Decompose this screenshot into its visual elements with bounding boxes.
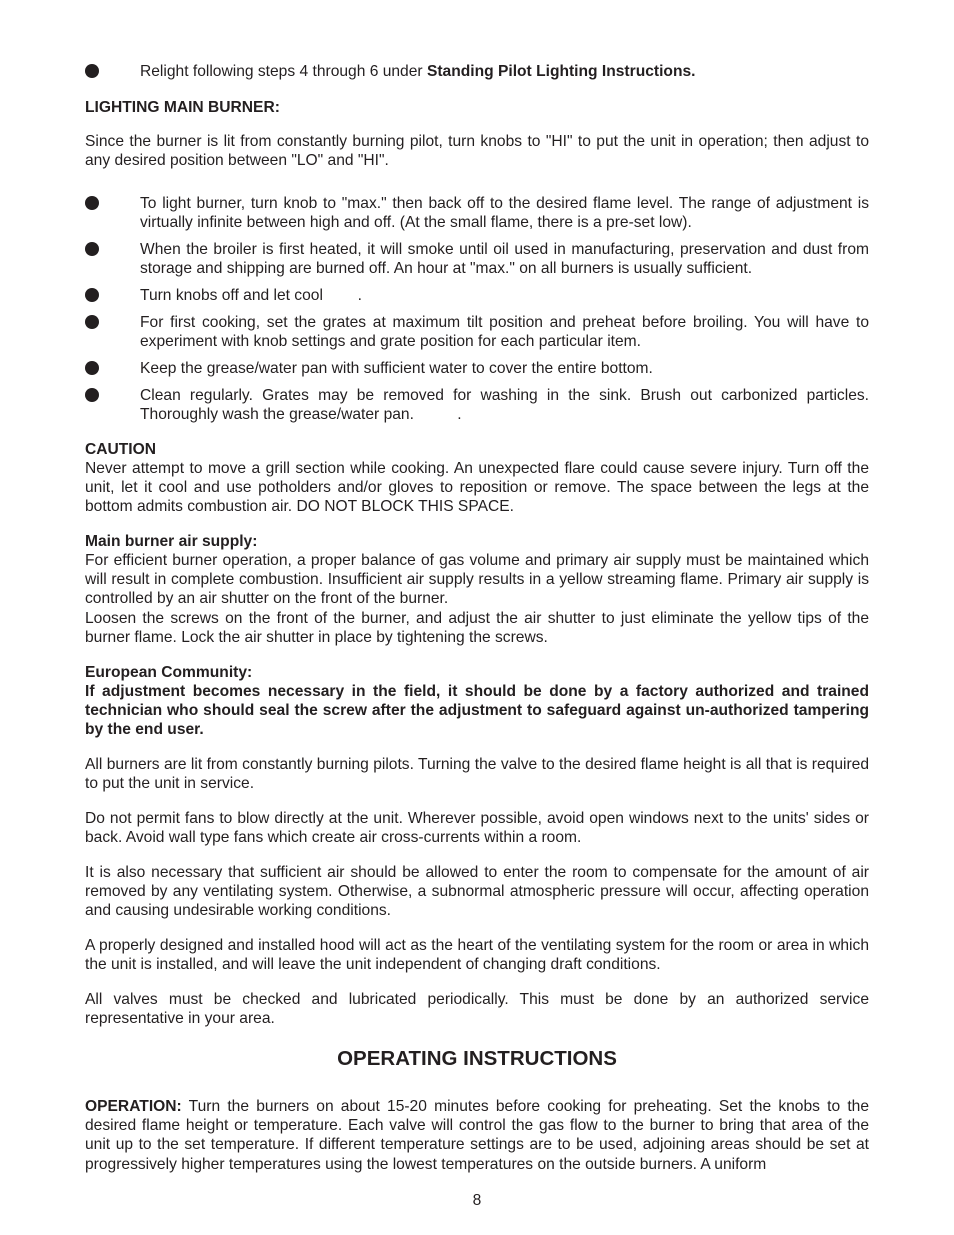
- european-bold-text: If adjustment becomes necessary in the field, it should be done by a factory authorized and trained technician who should seal the screw after the adjustment to safeguard against un-authorized tampering by the end user.: [85, 683, 869, 739]
- operation-text: Turn the burners on about 15-20 minutes before cooking for preheating. Set the knobs to the desired flame height or temperature. Each valve will control the gas flow to the burner to bring that area of the unit up to the set temperature. If different temperature settings are to be used, adjoining areas should be set at progressively higher temperatures using the lowest temperatures on the outside burners. A uniform: [85, 1098, 869, 1173]
- lighting-bullet-item: [85, 359, 869, 378]
- lighting-bullet-text: To light burner, turn knob to "max." then back off to the desired flame level. The range of adjustment is virtually infinite between high and off. (At the small flame, there is a pre-set low).: [140, 195, 869, 232]
- air-supply-text-2: Loosen the screws on the front of the burner, and adjust the air shutter to just eliminate the yellow tips of the burner flame. Lock the air shutter in place by tightening the screws.: [85, 610, 869, 647]
- lighting-main-burner-intro: Since the burner is lit from constantly burning pilot, turn knobs to "HI" to put the unit in operation; then adjust to any desired position between "LO" and "HI".: [85, 133, 869, 170]
- air-supply-heading: Main burner air supply:: [85, 533, 258, 550]
- paragraph: Do not permit fans to blow directly at the unit. Wherever possible, avoid open windows next to the units' sides or back. Avoid wall type fans which create air cross-currents within a room.: [85, 810, 869, 847]
- lighting-bullet-item: [85, 194, 869, 232]
- lighting-bullet-item: [85, 313, 869, 351]
- lighting-main-burner-heading: LIGHTING MAIN BURNER:: [85, 99, 280, 116]
- bullet-dot-icon: [85, 196, 99, 210]
- paragraph: All valves must be checked and lubricated periodically. This must be done by an authorized service representative in your area.: [85, 991, 869, 1028]
- operation-paragraph: [85, 1097, 869, 1174]
- european-heading: European Community:: [85, 664, 253, 681]
- paragraph: All burners are lit from constantly burning pilots. Turning the valve to the desired flame height is all that is required to put the unit in service.: [85, 756, 869, 793]
- lighting-bullet-text: For first cooking, set the grates at maximum tilt position and preheat before broiling. You will have to experiment with knob settings and grate position for each particular item.: [140, 314, 869, 351]
- relight-text: [140, 62, 869, 81]
- lighting-bullet-item: [85, 240, 869, 278]
- bullet-dot-icon: [85, 361, 99, 375]
- bullet-dot-icon: [85, 388, 99, 402]
- paragraph: It is also necessary that sufficient air should be allowed to enter the room to compensate for the amount of air removed by any ventilating system. Otherwise, a subnormal atmospheric pressure will occur, affecting operation and causing undesirable working conditions.: [85, 864, 869, 920]
- operating-instructions-title: OPERATING INSTRUCTIONS: [337, 1047, 617, 1070]
- lighting-bullet-text: Keep the grease/water pan with sufficient water to cover the entire bottom.: [140, 360, 653, 377]
- lighting-bullet-item: [85, 386, 874, 424]
- bullet-dot-icon: [85, 64, 99, 78]
- operation-label: OPERATION:: [85, 1098, 182, 1115]
- bullet-dot-icon: [85, 315, 99, 329]
- bullet-dot-icon: [85, 288, 99, 302]
- page-number: 8: [472, 1192, 482, 1209]
- caution-text: Never attempt to move a grill section while cooking. An unexpected flare could cause severe injury. Turn off the unit, let it cool and use potholders and/or gloves to reposition or remove. The space between the legs at the bottom admits combustion air. DO NOT BLOCK THIS SPACE.: [85, 460, 869, 516]
- air-supply-text-1: For efficient burner operation, a proper balance of gas volume and primary air supply must be maintained which will result in complete combustion. Insufficient air supply results in a yellow streaming flame. Primary air supply is controlled by an air shutter on the front of the burner.: [85, 552, 869, 608]
- relight-plain-text: Relight following steps 4 through 6 under: [140, 63, 427, 80]
- paragraph: A properly designed and installed hood will act as the heart of the ventilating system for the room or area in which the unit is installed, and will leave the unit independent of changing draft conditions.: [85, 937, 869, 974]
- caution-heading: CAUTION: [85, 441, 157, 458]
- lighting-bullet-text: Turn knobs off and let cool .: [140, 287, 362, 304]
- relight-bullet: [85, 62, 869, 81]
- lighting-bullet-text: Clean regularly. Grates may be removed for washing in the sink. Brush out carbonized particles. Thoroughly wash the grease/water pan. .: [140, 387, 874, 424]
- lighting-bullet-item: [85, 286, 869, 305]
- relight-bold-text: Standing Pilot Lighting Instructions.: [426, 63, 696, 80]
- lighting-bullet-text: When the broiler is first heated, it will smoke until oil used in manufacturing, preservation and dust from storage and shipping are burned off. An hour at "max." on all burners is usually sufficient.: [140, 241, 869, 278]
- bullet-dot-icon: [85, 242, 99, 256]
